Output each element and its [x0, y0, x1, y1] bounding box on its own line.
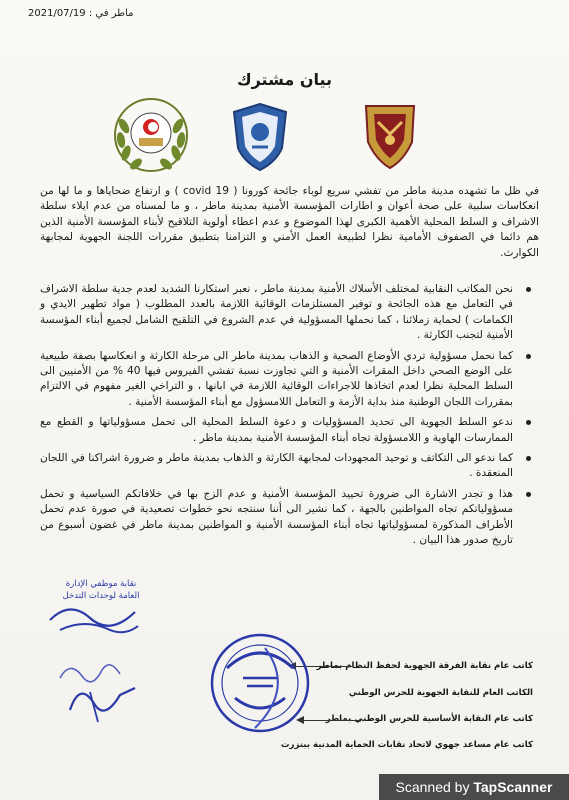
signatory-line: كاتب عام نقابة الفرقة الجهوية لحفظ النظام بماطر — [316, 661, 533, 671]
national-guard-stamp-icon — [205, 628, 315, 738]
logos-row — [0, 96, 569, 176]
signatory-line: كاتب عام مساعد جهوي لاتحاد نقابات الحماية المدنية ببنزرت — [280, 740, 533, 750]
list-item: ندعو السلط الجهوية الى تحديد المسؤوليات و دعوة السلط المحلية الى تحمل مسؤولياتها و القطع مع الممارسات الهاوية و اللامسؤولة تجاه أبناء المؤسسة الأمنية بمدينة ماطر . — [40, 415, 539, 446]
bullet-dot-icon — [526, 492, 531, 497]
bullet-dot-icon — [526, 287, 531, 292]
bullet-dot-icon — [526, 354, 531, 359]
document-title: بيان مشترك — [236, 70, 333, 89]
public-order-union-logo — [360, 100, 420, 172]
handwritten-signature-icon — [40, 600, 150, 730]
scanner-watermark: Scanned by TapScanner — [379, 774, 569, 800]
bullet-dot-icon — [526, 420, 531, 425]
left-stamp-text: نقابة موظفي الإدارة العامة لوحدات التدخل — [62, 579, 140, 601]
list-item: هذا و تجدر الاشارة الى ضرورة تحييد المؤسسة الأمنية و عدم الزج بها في خلافاتكم السياسية و تحمل مسؤولياتكم تجاه المواطنين بالجهة ، كما نشير الى أننا سنتجه نحو خطوات تصعيدية في صورة عدم تحمل الأطراف المذكورة لمسؤولياتها تجاه أبناء المؤسسة الأمنية و المواطنين بمدينة ماطر في غضون أسبوع من تاريخ صدور هذا البيان . — [40, 487, 539, 549]
civil-protection-union-logo — [112, 96, 190, 174]
bullet-list — [40, 282, 539, 554]
list-item: كما نحمل مسؤولية تردي الأوضاع الصحية و الذهاب بمدينة ماطر الى مرحلة الكارثة و انعكاسها بصفة طبيعية على الوضع الصحي داخل المقرات الأمنية و التي تجاوزت نسبة تفشي الفيروس فيها 40 % من الأمنيين الى السلط المحلية نظرا لعدم اتخاذها للاجراءات الوقائية اللازمة في ابانها ، و التراخي الغير مفهوم في الالتزام بمقررات اللجان الوطنية منذ بداية الأزمة و التعامل اللامسؤول مع أبناء المؤسسة الأمنية . — [40, 349, 539, 411]
list-item: كما ندعو الى التكاتف و توحيد المجهودات لمجابهة الكارثة و الذهاب بمدينة ماطر و ضرورة اشراكنا في اللجان المنعقدة . — [40, 451, 539, 482]
bullet-dot-icon — [526, 456, 531, 461]
intro-paragraph: في ظل ما تشهده مدينة ماطر من تفشي سريع لوباء جائحة كورونا ( covid 19 ) و ارتفاع ضحاياها و ما لها من انعكاسات سلبية على صحة أعوان و اطارات المؤسسة الأمنية بمدينة ماطر ، و ما لمسناه من عدم ايلاء سلطة الاشراف و السلط المحلية الأهمية الكبرى لهذا الموضوع و عدم اعطاء أولوية التلاقيح لأبناء المؤسسة الأمنية الذين هم دائما في الصفوف الأمامية نظرا لطبيعة العمل الأمني و التزامنا بتطبيق مقررات اللجنة الجهوية لمجابهة الكوارث. — [40, 185, 540, 259]
signatory-line: كاتب عام النقابة الأساسية للحرس الوطني بماطر — [325, 714, 533, 724]
signatory-line: الكاتب العام للنقابة الجهوية للحرس الوطني — [348, 688, 533, 698]
list-item: نحن المكاتب النقابية لمختلف الأسلاك الأمنية بمدينة ماطر ، نعبر استكارنا الشديد لعدم جدية سلطة الاشراف في التعامل مع هذه الجائحة و توفير المستلزمات الوقائية اللازمة بالعدد المطلوب ( مواد تطهير الايدي و الكمامات ) لحماية زملائنا ، كما نحملها المسؤولية في عدم الشروع في التلقيح الشامل لجميع أبناء المؤسسة الأمنية لتجنب الكارثة . — [40, 282, 539, 344]
document-date: ماطر في : 2021/07/19 — [28, 8, 134, 19]
national-guard-union-logo — [230, 102, 290, 172]
